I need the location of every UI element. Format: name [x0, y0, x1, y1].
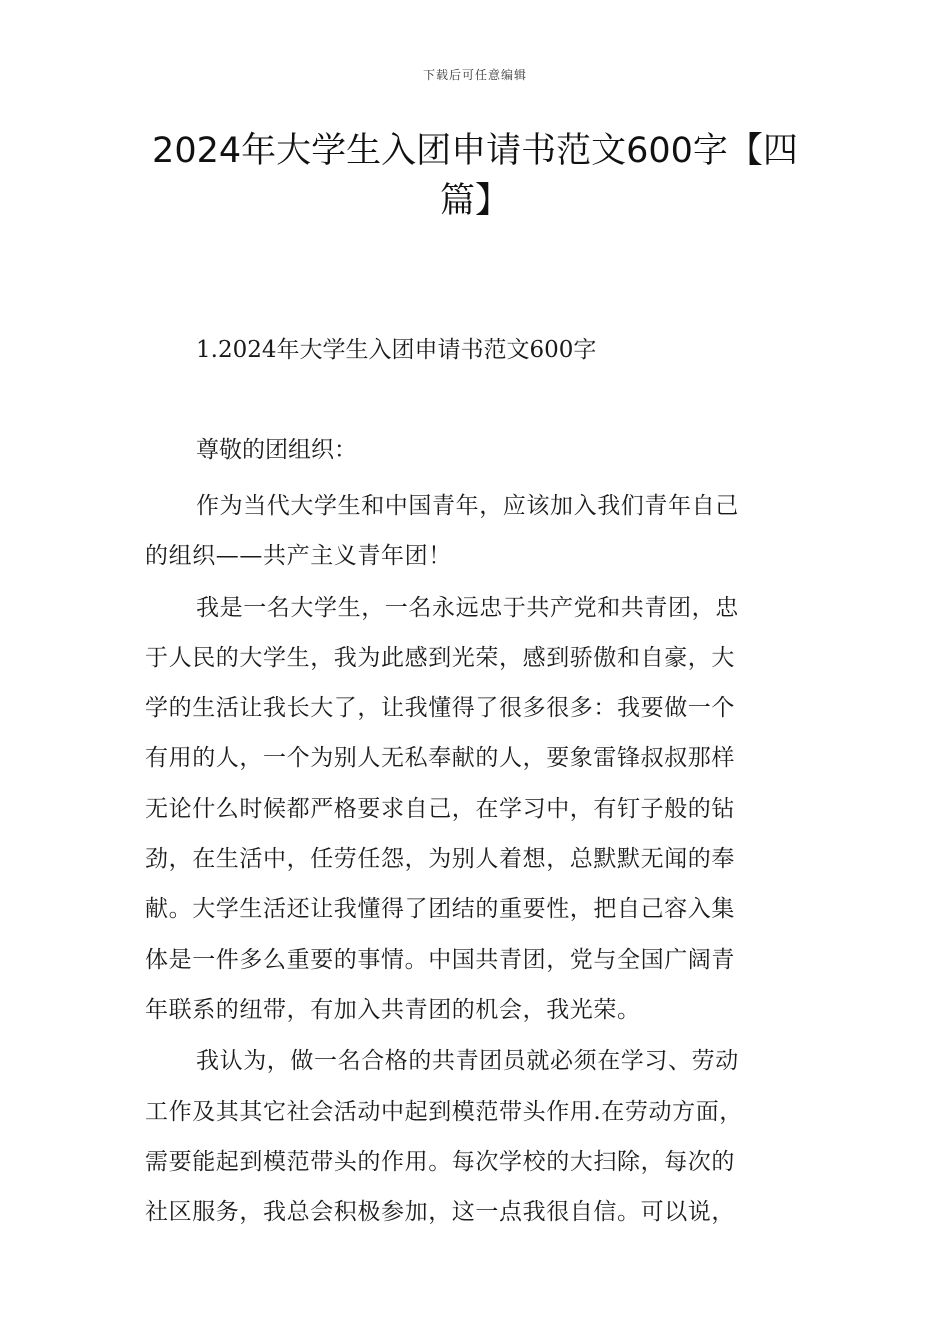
- text-line: 献。大学生活还让我懂得了团结的重要性，把自己容入集: [145, 896, 735, 923]
- text-line: 我是一名大学生，一名永远忠于共产党和共青团，忠: [196, 594, 739, 621]
- paragraph-1: [145, 481, 810, 582]
- text-line: 工作及其其它社会活动中起到模范带头作用.在劳动方面，: [145, 1098, 743, 1125]
- text-line: 体是一件多么重要的事情。中国共青团，党与全国广阔青: [145, 946, 735, 973]
- letter-body: [145, 481, 810, 1238]
- page-header: 下载后可任意编辑: [422, 68, 527, 82]
- text-line: 有用的人，一个为别人无私奉献的人，要象雷锋叔叔那样: [145, 745, 735, 772]
- text-line: 无论什么时候都严格要求自己，在学习中，有钉子般的钻: [145, 795, 735, 822]
- paragraph-2: [145, 583, 810, 1036]
- text-line: 作为当代大学生和中国青年，应该加入我们青年自己: [196, 493, 739, 519]
- document-title: [140, 126, 810, 226]
- text-line: 学的生活让我长大了，让我懂得了很多很多：我要做一个: [145, 695, 735, 722]
- text-line: 社区服务，我总会积极参加，这一点我很自信。可以说，: [145, 1199, 735, 1226]
- section-heading: 1.2024年大学生入团申请书范文600字: [196, 337, 597, 363]
- text-line: 的组织——共产主义青年团！: [145, 543, 452, 570]
- title-line-2: 篇】: [439, 181, 510, 221]
- text-line: 年联系的纽带，有加入共青团的机会，我光荣。: [145, 996, 641, 1023]
- paragraph-3: [145, 1036, 810, 1237]
- text-line: 于人民的大学生，我为此感到光荣，感到骄傲和自豪，大: [145, 644, 735, 671]
- title-line-1: 2024年大学生入团申请书范文600字【四: [152, 131, 798, 171]
- text-line: 需要能起到模范带头的作用。每次学校的大扫除，每次的: [145, 1148, 735, 1175]
- text-line: 劲，在生活中，任劳任怨，为别人着想，总默默无闻的奉: [145, 846, 735, 873]
- letter-salutation: 尊敬的团组织：: [196, 437, 357, 463]
- text-line: 我认为，做一名合格的共青团员就必须在学习、劳动: [196, 1048, 739, 1075]
